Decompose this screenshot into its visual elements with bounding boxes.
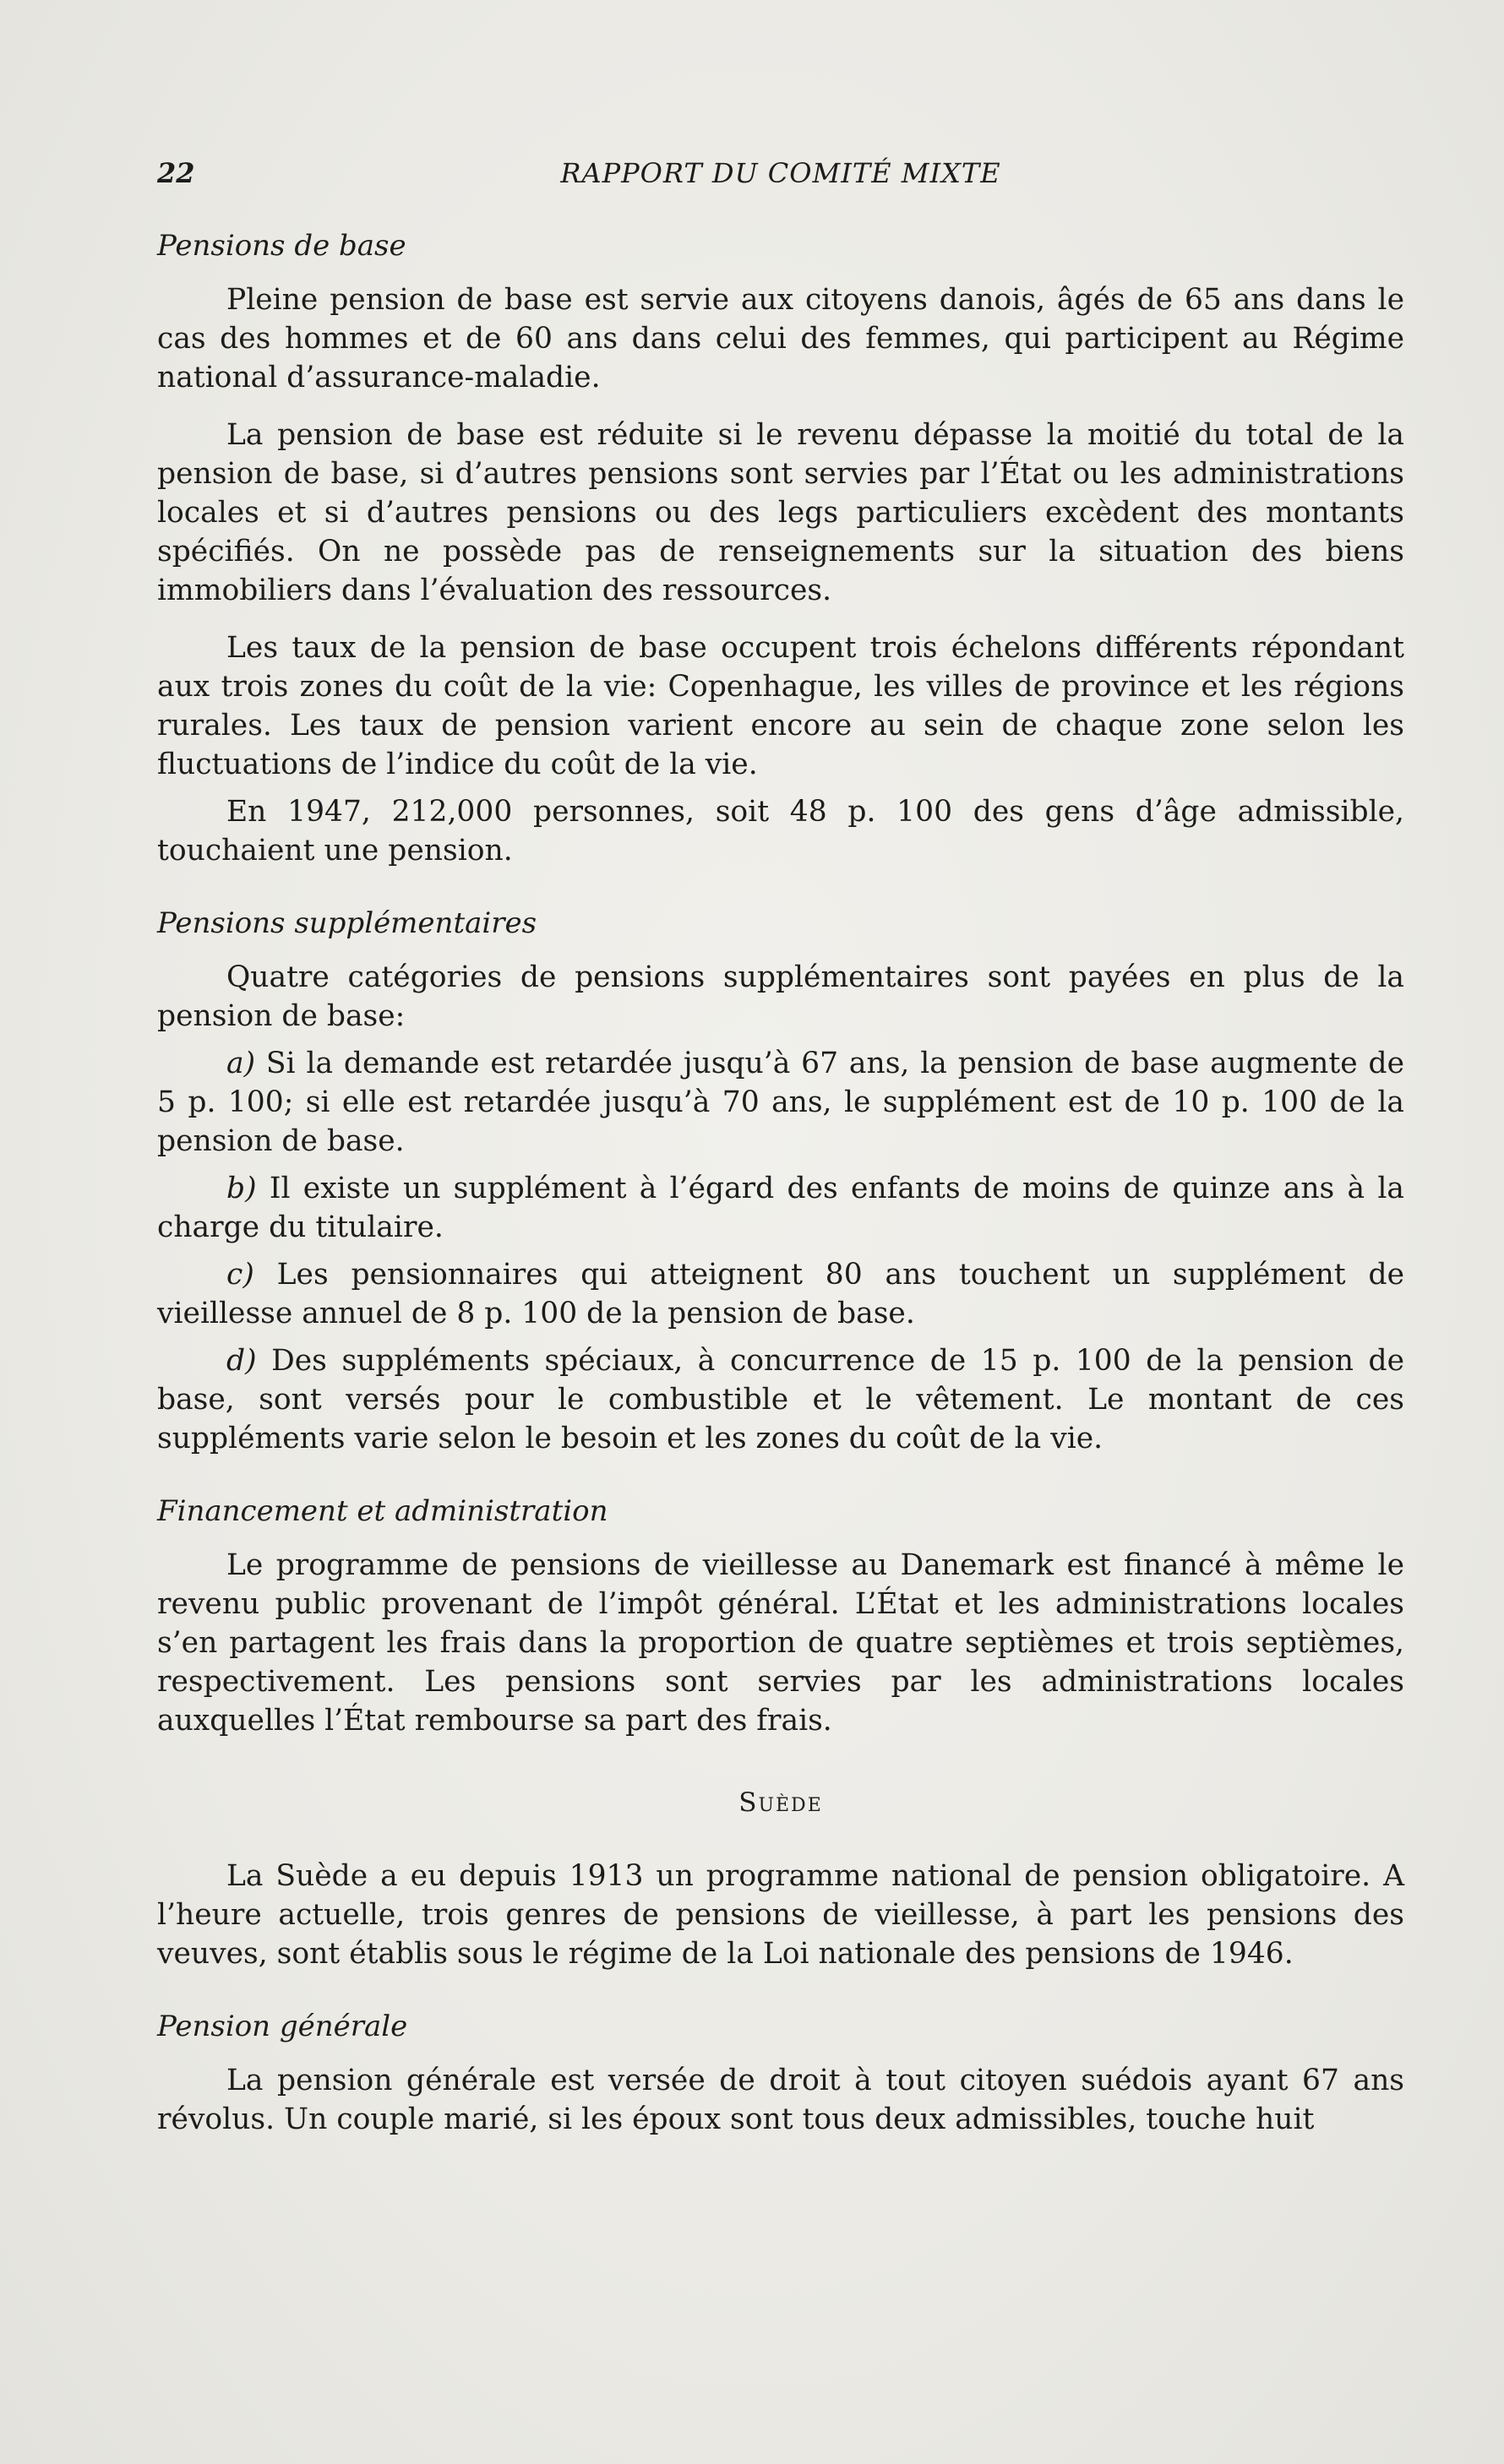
paragraph: Quatre catégories de pensions supplémentaires sont payées en plus de la pension de base: — [157, 960, 1404, 1033]
heading-financement: Financement et administration — [157, 1494, 608, 1528]
item-letter: b) — [226, 1172, 257, 1205]
paragraph: Pleine pension de base est servie aux citoyens danois, âgés de 65 ans dans le cas des hommes et de 60 ans dans celui des femmes, qui participent au Régime national d’assurance-maladie. — [157, 283, 1404, 394]
item-text: Des suppléments spéciaux, à concurrence de 15 p. 100 de la pension de base, sont versés pour le combustible et le vêtement. Le montant de ces suppléments varie selon le besoin et les zones du coût de la vie. — [157, 1344, 1404, 1455]
item-text: Les pensionnaires qui atteignent 80 ans touchent un supplément de vieillesse annuel de 8 p. 100 de la pension de base. — [157, 1258, 1404, 1330]
list-item-d — [157, 1341, 1404, 1458]
list-item-b — [157, 1169, 1404, 1247]
list-item-c — [157, 1255, 1404, 1333]
item-text: Il existe un supplément à l’égard des enfants de moins de quinze ans à la charge du titulaire. — [157, 1172, 1404, 1244]
heading-suede: Suède — [738, 1787, 823, 1818]
item-text: Si la demande est retardée jusqu’à 67 ans, la pension de base augmente de 5 p. 100; si elle est retardée jusqu’à 70 ans, le supplément est de 10 p. 100 de la pension de base. — [157, 1047, 1404, 1158]
paragraph: Le programme de pensions de vieillesse au Danemark est financé à même le revenu public provenant de l’impôt général. L’État et les administrations locales s’en partagent les frais dans la proportion de quatre septièmes et trois septièmes, respectivement. Les pensions sont servies par les administrations locales auxquelles l’État rembourse sa part des frais. — [157, 1548, 1404, 1738]
body-text — [157, 226, 1404, 2157]
heading-pensions-supplementaires: Pensions supplémentaires — [157, 906, 537, 940]
heading-pension-generale: Pension générale — [157, 2010, 408, 2043]
running-header — [157, 157, 1404, 199]
heading-pensions-de-base: Pensions de base — [157, 229, 406, 263]
item-letter: d) — [226, 1344, 257, 1378]
item-letter: c) — [226, 1258, 254, 1292]
paragraph: La pension générale est versée de droit à tout citoyen suédois ayant 67 ans révolus. Un couple marié, si les époux sont tous deux admissibles, touche huit — [157, 2064, 1404, 2136]
item-letter: a) — [226, 1047, 256, 1080]
running-title: RAPPORT DU COMITÉ MIXTE — [560, 157, 1001, 189]
paragraph: La pension de base est réduite si le revenu dépasse la moitié du total de la pension de base, si d’autres pensions sont servies par l’État ou les administrations locales et si d’autres pensions ou des legs particuliers excèdent des montants spécifiés. On ne possède pas de renseignements sur la situation des biens immobiliers dans l’évaluation des ressources. — [157, 418, 1404, 607]
list-item-a — [157, 1044, 1404, 1161]
paragraph: En 1947, 212,000 personnes, soit 48 p. 100 des gens d’âge admissible, touchaient une pension. — [157, 795, 1404, 868]
paragraph: Les taux de la pension de base occupent trois échelons différents répondant aux trois zones du coût de la vie: Copenhague, les villes de province et les régions rurales. Les taux de pension varient encore au sein de chaque zone selon les fluctuations de l’indice du coût de la vie. — [157, 631, 1404, 781]
page-number: 22 — [157, 157, 195, 189]
paragraph: La Suède a eu depuis 1913 un programme national de pension obligatoire. A l’heure actuelle, trois genres de pensions de vieillesse, à part les pensions des veuves, sont établis sous le régime de la Loi nationale des pensions de 1946. — [157, 1859, 1404, 1971]
